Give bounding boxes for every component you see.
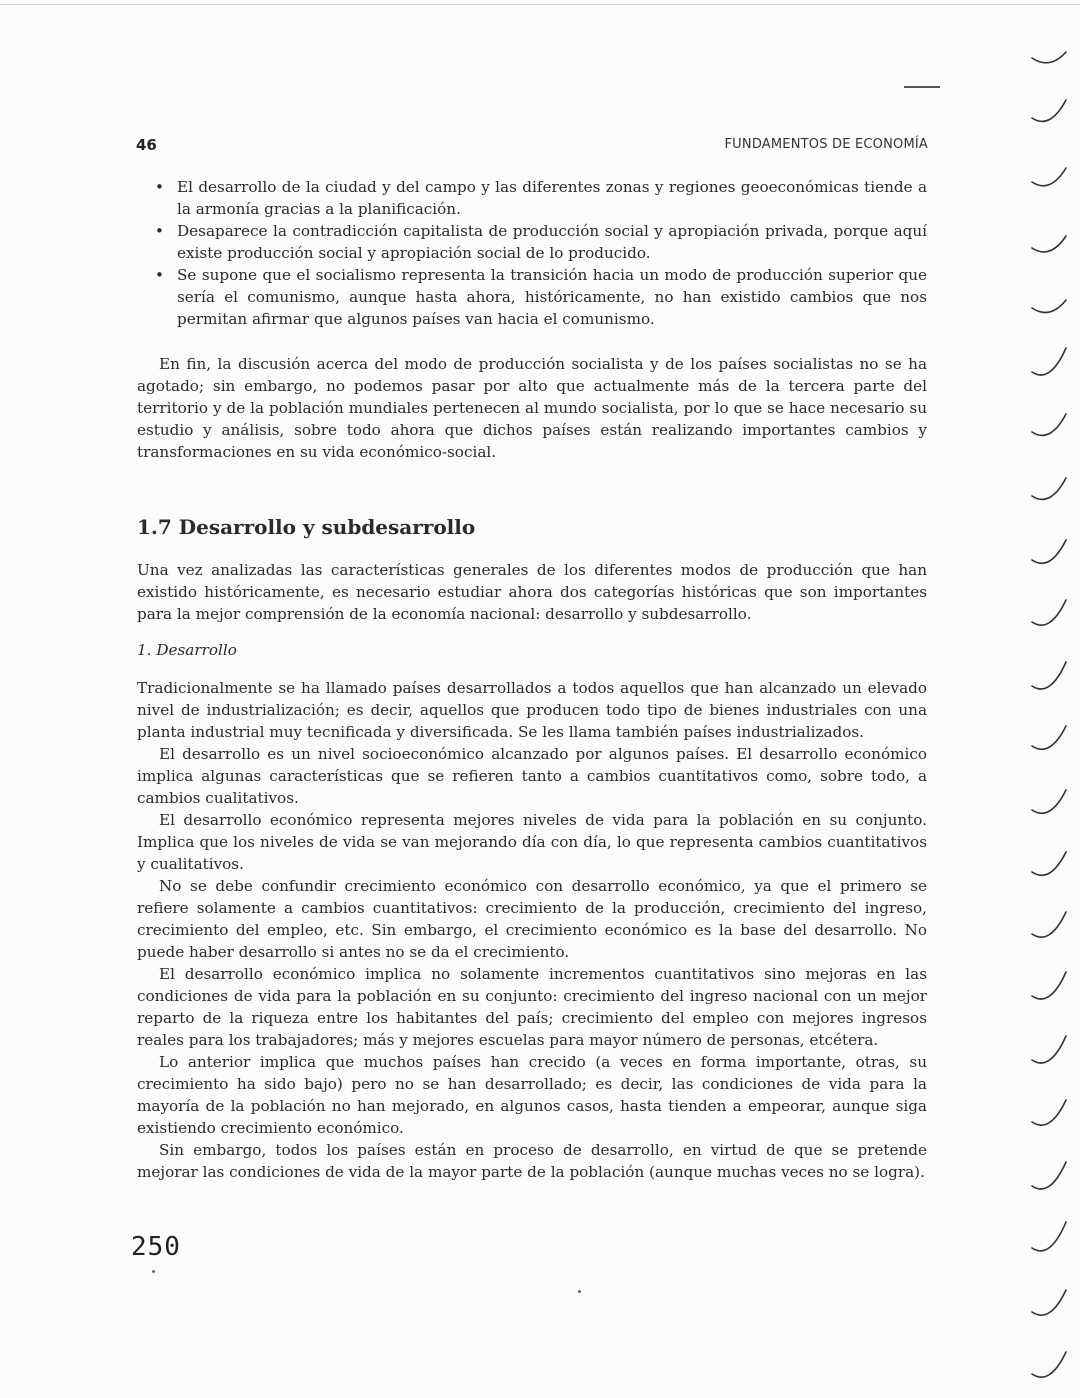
scan-speck [578, 1290, 581, 1293]
bullet-list [137, 176, 927, 330]
ring-mark-icon [1032, 300, 1066, 313]
ring-mark-icon [1032, 790, 1066, 813]
bullet-item: • Desaparece la contradicción capitalista de producción social y apropiación privada, porque aquí existe producción social y apropiación social de lo producido. [155, 222, 927, 262]
page-header [136, 136, 928, 156]
page-number: 46 [136, 136, 157, 154]
ring-mark-icon [1032, 540, 1066, 563]
scan-dash-mark [904, 86, 940, 88]
ring-mark-icon [1032, 478, 1066, 499]
subsection-heading: 1. Desarrollo [137, 641, 237, 659]
ring-mark-icon [1032, 236, 1066, 252]
ring-mark-icon [1032, 168, 1066, 186]
running-title: FUNDAMENTOS DE ECONOMÍA [724, 137, 928, 152]
ring-mark-icon [1032, 1162, 1066, 1189]
scan-top-edge [0, 4, 1080, 5]
ring-mark-icon [1032, 972, 1066, 999]
bullet-icon: • [155, 266, 164, 284]
bullet-icon: • [155, 222, 164, 240]
bullet-item: • El desarrollo de la ciudad y del campo y las diferentes zonas y regiones geoeconómicas tiende a la armonía gracias a la planificación. [155, 178, 927, 218]
paragraph: El desarrollo económico representa mejores niveles de vida para la población en su conjunto. Implica que los niveles de vida se van mejorando día con día, lo que representa cambios cuantitativos y cualitativos. [137, 811, 927, 873]
binder-ring-holes [1010, 0, 1080, 1398]
bullet-item: • Se supone que el socialismo representa la transición hacia un modo de producción superior que sería el comunismo, aunque hasta ahora, históricamente, no han existido cambios que nos permitan afirmar que algunos países van hacia el comunismo. [155, 266, 927, 328]
page-body [137, 176, 927, 1183]
ring-mark-icon [1032, 852, 1066, 875]
section-heading: 1.7 Desarrollo y subdesarrollo [137, 515, 476, 539]
ring-mark-icon [1032, 52, 1066, 63]
ring-mark-icon [1032, 348, 1066, 375]
scan-speck [152, 1270, 155, 1273]
paragraph: Sin embargo, todos los países están en proceso de desarrollo, en virtud de que se pretende mejorar las condiciones de vida de la mayor parte de la población (aunque muchas veces no se logra). [137, 1141, 927, 1181]
bullet-icon: • [155, 178, 164, 196]
paragraph: Tradicionalmente se ha llamado países desarrollados a todos aquellos que han alcanzado un elevado nivel de industrialización; es decir, aquellos que producen todo tipo de bienes industriales con una planta industrial muy tecnificada y diversificada. Se les llama también países industrializados. [137, 679, 927, 741]
paragraph: El desarrollo es un nivel socioeconómico alcanzado por algunos países. El desarrollo económico implica algunas características que se refieren tanto a cambios cuantitativos como, sobre todo, a cambios cualitativos. [137, 745, 927, 807]
ring-mark-icon [1032, 1222, 1066, 1251]
paragraph: El desarrollo económico implica no solamente incrementos cuantitativos sino mejoras en las condiciones de vida para la población en su conjunto: crecimiento del ingreso nacional con un mejor reparto de la riqueza entre los habitantes del país; crecimiento del empleo con mejores ingresos reales para los trabajadores; más y mejores escuelas para mayor número de personas, etcétera. [137, 965, 927, 1049]
ring-mark-icon [1032, 1290, 1066, 1315]
ring-mark-icon [1032, 662, 1066, 689]
handwritten-page-number: 250 [131, 1232, 181, 1262]
paragraph: No se debe confundir crecimiento económico con desarrollo económico, ya que el primero se refiere solamente a cambios cuantitativos: crecimiento de la producción, crecimiento del ingreso, crecimiento del empleo, etc. Sin embargo, el crecimiento económico es la base del desarrollo. No puede haber desarrollo si antes no se da el crecimiento. [137, 877, 927, 961]
ring-mark-icon [1032, 1100, 1066, 1125]
ring-mark-icon [1032, 100, 1066, 121]
paragraph: Lo anterior implica que muchos países han crecido (a veces en forma importante, otras, su crecimiento ha sido bajo) pero no se han desarrollado; es decir, las condiciones de vida para la mayoría de la población no han mejorado, en algunos casos, hasta tienden a empeorar, aunque siga existiendo crecimiento económico. [137, 1053, 927, 1137]
ring-mark-icon [1032, 1352, 1066, 1377]
section-intro: Una vez analizadas las características generales de los diferentes modos de producción que han existido históricamente, es necesario estudiar ahora dos categorías históricas que son importantes para la mejor comprensión de la economía nacional: desarrollo y subdesarrollo. [137, 561, 927, 623]
ring-mark-icon [1032, 912, 1066, 937]
paragraph-en-fin: En fin, la discusión acerca del modo de producción socialista y de los países socialistas no se ha agotado; sin embargo, no podemos pasar por alto que actualmente más de la tercera parte del territorio y de la población mundiales pertenecen al mundo socialista, por lo que se hace necesario su estudio y análisis, sobre todo ahora que dichos países están realizando importantes cambios y transformaciones en su vida económico-social. [137, 355, 927, 461]
ring-mark-icon [1032, 1036, 1066, 1063]
ring-mark-icon [1032, 600, 1066, 625]
ring-mark-icon [1032, 414, 1066, 435]
ring-mark-icon [1032, 726, 1066, 749]
